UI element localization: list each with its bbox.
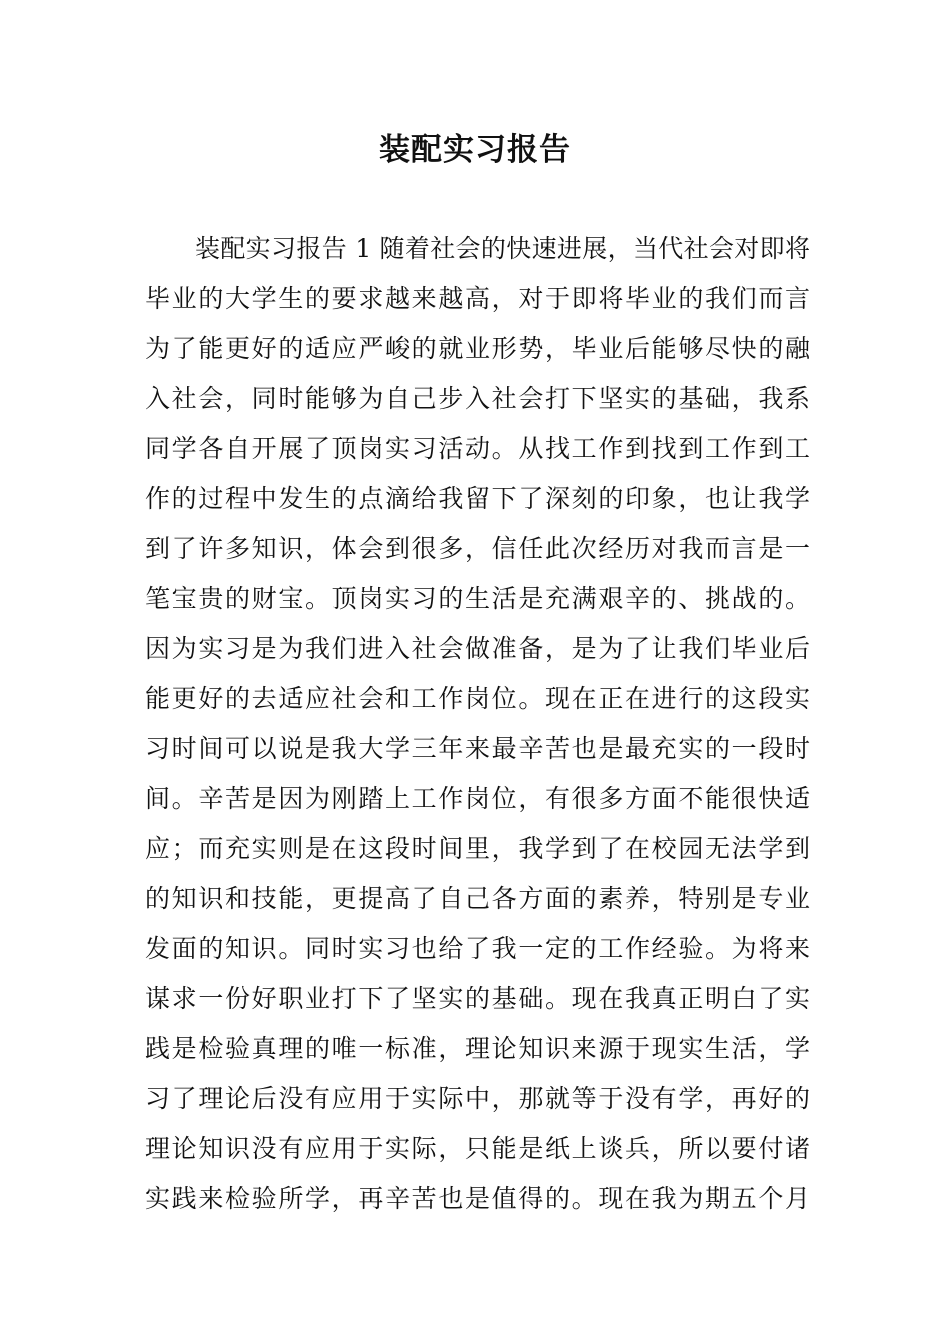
paragraph-line: 应；而充实则是在这段时间里，我学到了在校园无法学到 [145,834,810,863]
paragraph-line: 同学各自开展了顶岗实习活动。从找工作到找到工作到工 [145,434,810,463]
paragraph-line: 习了理论后没有应用于实际中，那就等于没有学，再好的 [145,1084,810,1113]
paragraph-line: 践是检验真理的唯一标准，理论知识来源于现实生活，学 [145,1034,810,1063]
paragraph-line: 实践来检验所学，再辛苦也是值得的。现在我为期五个月 [145,1184,810,1213]
paragraph-line: 装配实习报告 1 随着社会的快速进展，当代社会对即将 [195,234,810,263]
paragraph-line: 理论知识没有应用于实际，只能是纸上谈兵，所以要付诸 [145,1134,810,1163]
paragraph-line: 笔宝贵的财宝。顶岗实习的生活是充满艰辛的、挑战的。 [145,584,810,613]
paragraph-line: 因为实习是为我们进入社会做准备，是为了让我们毕业后 [145,634,810,663]
paragraph-line: 毕业的大学生的要求越来越高，对于即将毕业的我们而言 [145,284,810,313]
document-body [145,224,810,1224]
paragraph-line: 能更好的去适应社会和工作岗位。现在正在进行的这段实 [145,684,810,713]
paragraph-line: 间。辛苦是因为刚踏上工作岗位，有很多方面不能很快适 [145,784,810,813]
paragraph-line: 入社会，同时能够为自己步入社会打下坚实的基础，我系 [145,384,810,413]
paragraph-line: 为了能更好的适应严峻的就业形势，毕业后能够尽快的融 [145,334,810,363]
paragraph-line: 作的过程中发生的点滴给我留下了深刻的印象，也让我学 [145,484,810,513]
paragraph-line: 习时间可以说是我大学三年来最辛苦也是最充实的一段时 [145,734,810,763]
paragraph-line: 到了许多知识，体会到很多，信任此次经历对我而言是一 [145,534,810,563]
paragraph-line: 发面的知识。同时实习也给了我一定的工作经验。为将来 [145,934,810,963]
paragraph-line: 谋求一份好职业打下了坚实的基础。现在我真正明白了实 [145,984,810,1013]
document-title: 装配实习报告 [379,132,571,168]
paragraph-line: 的知识和技能，更提高了自己各方面的素养，特别是专业 [145,884,810,913]
